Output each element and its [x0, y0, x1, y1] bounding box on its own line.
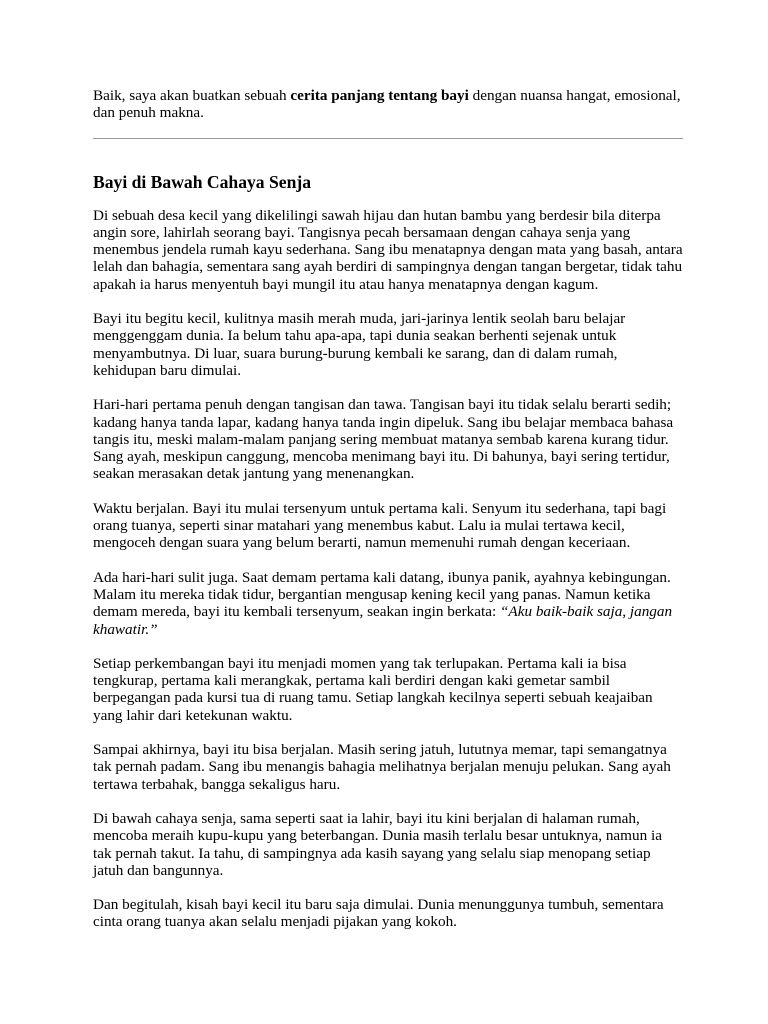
- intro-paragraph: [93, 87, 683, 122]
- story-paragraph-4: Waktu berjalan. Bayi itu mulai tersenyum untuk pertama kali. Senyum itu sederhana, tapi bagi orang tuanya, seperti sinar matahari yang menembus kabut. Lalu ia mulai tertawa kecil, mengoceh dengan suara yang belum berarti, namun memenuhi rumah dengan keceriaan.: [93, 499, 667, 552]
- intro-bold-phrase: cerita panjang tentang bayi: [290, 87, 469, 104]
- story-paragraph-3: Hari-hari pertama penuh dengan tangisan dan tawa. Tangisan bayi itu tidak selalu berarti sedih; kadang hanya tanda lapar, kadang hanya tanda ingin dipeluk. Sang ibu belajar membaca bahasa tangis itu, meski malam-malam panjang sering membuat matanya sembab karena kurang tidur. Sang ayah, meskipun canggung, mencoba menimang bayi itu. Di bahunya, bayi sering tertidur, seakan merasakan detak jantung yang menenangkan.: [93, 396, 674, 483]
- document-page: [93, 87, 683, 931]
- story-paragraph-2: Bayi itu begitu kecil, kulitnya masih merah muda, jari-jarinya lentik seolah baru belajar menggenggam dunia. Ia belum tahu apa-apa, tapi dunia seakan berhenti sejenak untuk menyambutnya. Di luar, suara burung-burung kembali ke sarang, dan di dalam rumah, kehidupan baru dimulai.: [93, 310, 626, 379]
- story-paragraph-5: [93, 569, 683, 638]
- story-paragraph-5-text: Ada hari-hari sulit juga. Saat demam pertama kali datang, ibunya panik, ayahnya kebingungan. Malam itu mereka tidak tidur, bergantian mengusap kening kecil yang panas. Namun ketika demam mereda, bayi itu kembali tersenyum, seakan ingin berkata:: [93, 568, 671, 621]
- story-paragraph-6: Setiap perkembangan bayi itu menjadi momen yang tak terlupakan. Pertama kali ia bisa tengkurap, pertama kali merangkak, pertama kali berdiri dengan kaki gemetar sambil berpegangan pada kursi tua di ruang tamu. Setiap langkah kecilnya seperti sebuah keajaiban yang lahir dari ketekunan waktu.: [93, 654, 653, 724]
- story-title: Bayi di Bawah Cahaya Senja: [93, 171, 312, 192]
- horizontal-divider: [93, 138, 683, 139]
- intro-text-end: dengan nuansa hangat, emosional, dan penuh makna.: [93, 87, 681, 122]
- story-paragraph-1: Di sebuah desa kecil yang dikelilingi sawah hijau dan hutan bambu yang berdesir bila diterpa angin sore, lahirlah seorang bayi. Tangisnya pecah bersamaan dengan cahaya senja yang menembus jendela rumah kayu sederhana. Sang ibu menatapnya dengan mata yang basah, antara lelah dan bahagia, sementara sang ayah berdiri di sampingnya dengan tangan bergetar, tidak tahu apakah ia harus menyentuh bayi mungil itu atau hanya menatapnya dengan kagum.: [93, 206, 683, 293]
- story-paragraph-8: Di bawah cahaya senja, sama seperti saat ia lahir, bayi itu kini berjalan di halaman rumah, mencoba meraih kupu-kupu yang beterbangan. Dunia masih terlalu besar untuknya, namun ia tak pernah takut. Ia tahu, di sampingnya ada kasih sayang yang selalu siap menopang setiap jatuh dan bangunnya.: [93, 809, 662, 879]
- story-paragraph-5-quote: “Aku baik-baik saja, jangan khawatir.”: [93, 603, 673, 638]
- intro-text-start: Baik, saya akan buatkan sebuah: [93, 87, 291, 104]
- story-paragraph-9: Dan begitulah, kisah bayi kecil itu baru saja dimulai. Dunia menunggunya tumbuh, sementara cinta orang tuanya akan selalu menjadi pijakan yang kokoh.: [93, 896, 664, 931]
- story-paragraph-7: Sampai akhirnya, bayi itu bisa berjalan. Masih sering jatuh, lututnya memar, tapi semangatnya tak pernah padam. Sang ibu menangis bahagia melihatnya berjalan menuju pelukan. Sang ayah tertawa terbahak, bangga sekaligus haru.: [93, 741, 671, 793]
